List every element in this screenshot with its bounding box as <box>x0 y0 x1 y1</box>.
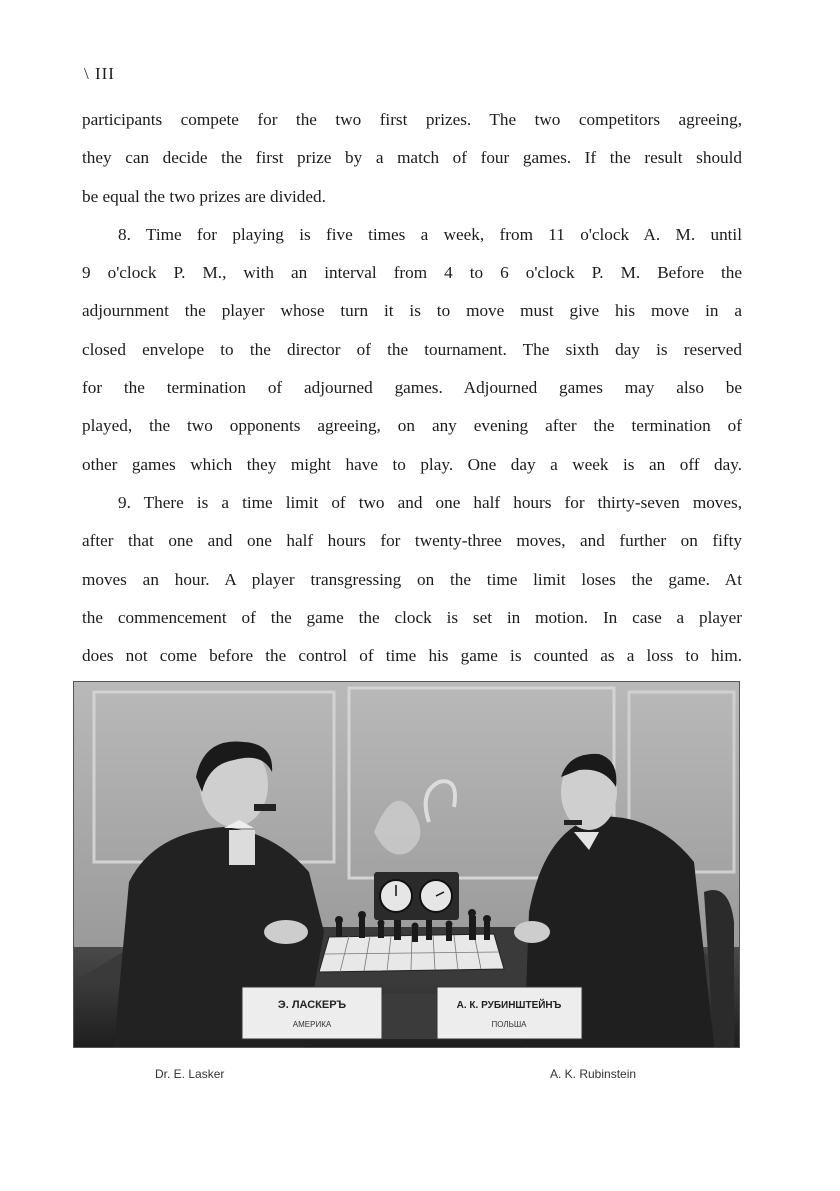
sign-left <box>242 987 382 1039</box>
sign-right-country: ПОЛЬША <box>491 1020 527 1029</box>
sign-left-name: Э. ЛАСКЕРЪ <box>277 999 347 1011</box>
text-line: 8. Time for playing is five times a week, from 11 o'clock A. M. until <box>118 224 742 244</box>
text-line: participants compete for the two first prizes. The two competitors agreeing, <box>82 110 742 129</box>
chess-players-photo <box>73 681 740 1048</box>
text-line: does not come before the control of time his game is counted as a loss to him. <box>82 646 742 666</box>
text-line: be equal the two prizes are divided. <box>82 186 326 206</box>
text-line: other games which they might have to play. One day a week is an off day. <box>82 454 742 474</box>
sign-right <box>437 987 582 1039</box>
text-line: after that one and one half hours for twenty-three moves, and further on fifty <box>82 531 742 551</box>
caption-right: A. K. Rubinstein <box>550 1067 637 1081</box>
text-line: they can decide the first prize by a match of four games. If the result should <box>82 148 742 168</box>
text-line: for the termination of adjourned games. Adjourned games may also be <box>82 378 742 398</box>
text-line: moves an hour. A player transgressing on the time limit loses the game. At <box>82 569 742 589</box>
text-line: closed envelope to the director of the tournament. The sixth day is reserved <box>82 339 742 359</box>
text-line: played, the two opponents agreeing, on any evening after the termination of <box>82 416 742 436</box>
text-line: adjournment the player whose turn it is to move must give his move in a <box>82 301 742 321</box>
body-text <box>82 101 742 675</box>
page-number: \ III <box>84 64 115 83</box>
text-line: 9 o'clock P. M., with an interval from 4 to 6 o'clock P. M. Before the <box>82 263 742 283</box>
text-line: the commencement of the game the clock is set in motion. In case a player <box>82 607 742 627</box>
sign-left-country: АМЕРИКА <box>292 1020 332 1029</box>
text-line: 9. There is a time limit of two and one half hours for thirty-seven moves, <box>118 492 742 512</box>
sign-right-name: А. К. РУБИНШТЕЙНЪ <box>456 1000 562 1011</box>
caption-left: Dr. E. Lasker <box>155 1067 225 1081</box>
